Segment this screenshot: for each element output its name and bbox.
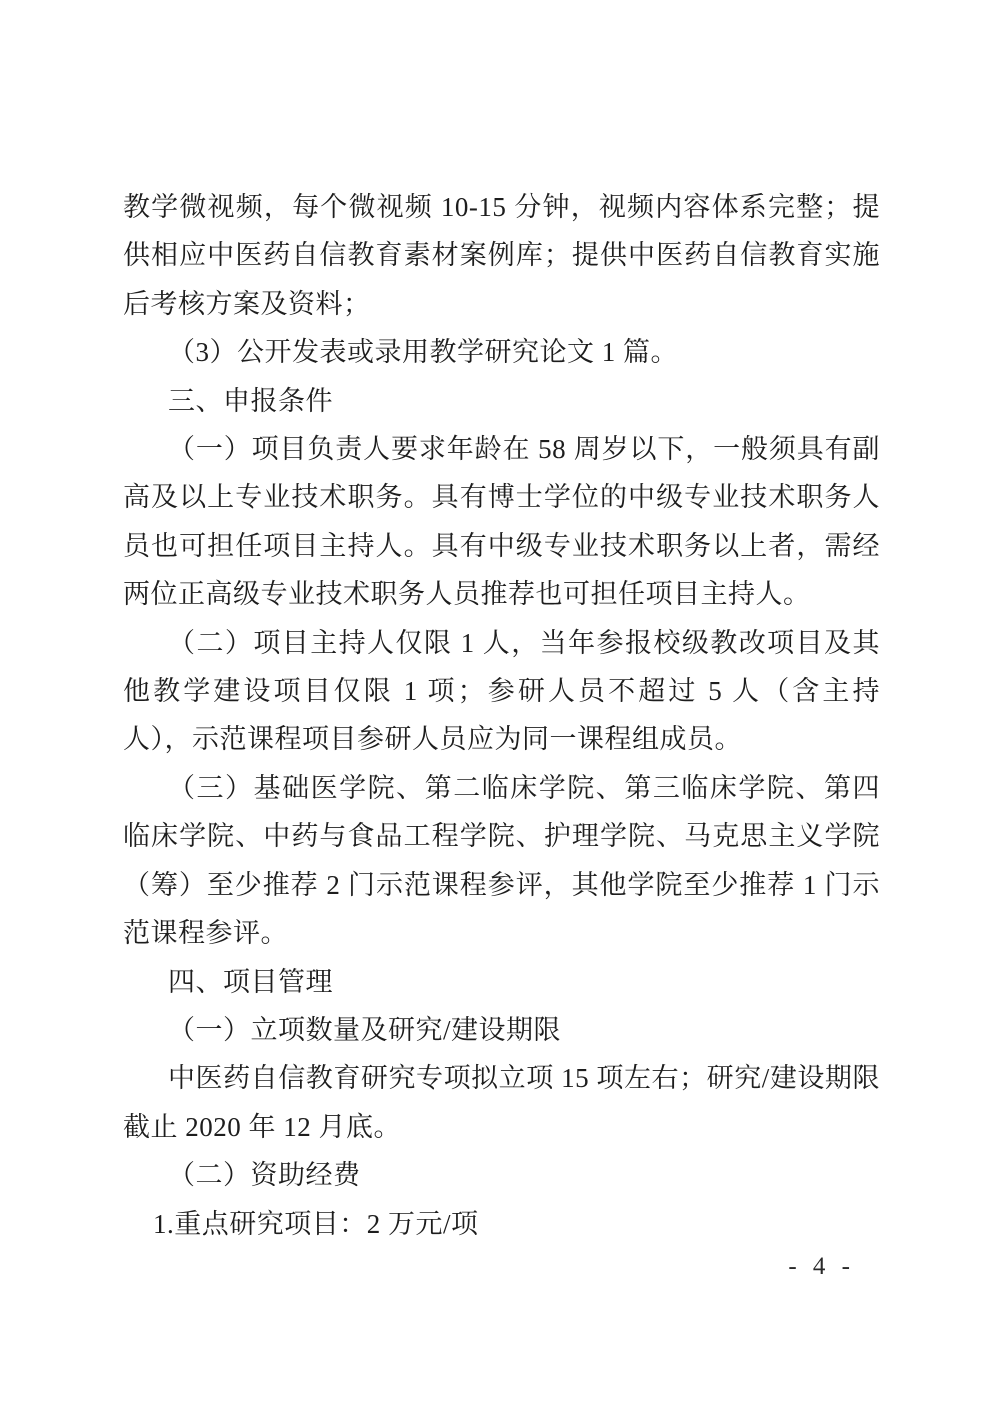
paragraph-item-3-publication: （3）公开发表或录用教学研究论文 1 篇。 [168, 337, 678, 368]
paragraph-condition-3-college-quotas: （三）基础医学院、第二临床学院、第三临床学院、第四临床学院、中药与食品工程学院、护理学院、马克思主义学院（筹）至少推荐 2 门示范课程参评，其他学院至少推荐 1 门示范课程参评。 [123, 772, 880, 949]
document-body [123, 183, 880, 1248]
sub-heading-funding: （二）资助经费 [168, 1160, 361, 1191]
section-heading-project-management: 四、项目管理 [168, 966, 333, 997]
page-number: - 4 - [788, 1253, 855, 1280]
sub-heading-project-quantity-and-period: （一）立项数量及研究/建设期限 [168, 1014, 562, 1045]
paragraph-continuation-deliverables: 教学微视频，每个微视频 10-15 分钟，视频内容体系完整；提供相应中医药自信教育素材案例库；提供中医药自信教育实施后考核方案及资料； [123, 192, 880, 319]
section-heading-application-conditions: 三、申报条件 [168, 385, 333, 416]
paragraph-funding-key-project: 1.重点研究项目：2 万元/项 [153, 1208, 479, 1239]
paragraph-project-quantity-details: 中医药自信教育研究专项拟立项 15 项左右；研究/建设期限截止 2020 年 12 月底。 [123, 1063, 880, 1142]
paragraph-condition-2-host-limits: （二）项目主持人仅限 1 人，当年参报校级教改项目及其他教学建设项目仅限 1 项；参研人员不超过 5 人（含主持人），示范课程项目参研人员应为同一课程组成员。 [123, 627, 880, 755]
paragraph-condition-1-leader-requirements: （一）项目负责人要求年龄在 58 周岁以下，一般须具有副高及以上专业技术职务。具有博士学位的中级专业技术职务人员也可担任项目主持人。具有中级专业技术职务以上者，需经两位正高级专业技术职务人员推荐也可担任项目主持人。 [123, 434, 880, 610]
